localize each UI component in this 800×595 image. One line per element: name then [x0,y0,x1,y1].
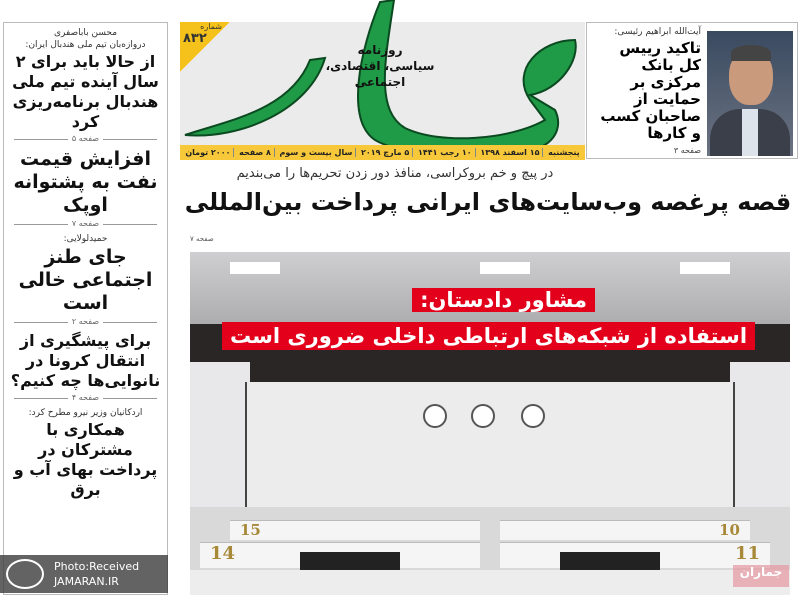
main-photo [190,252,790,595]
date-bar [180,145,585,160]
desk-number: 11 [500,542,770,568]
story-kicker: حمیدلولایی: [63,234,108,244]
masthead [180,22,585,160]
page-ref: صفحه ۴ [14,393,157,403]
weekday: پنجشنبه [548,148,580,157]
issue-number-badge [180,22,230,72]
left-column [3,22,168,595]
wall [245,382,735,512]
story-headline[interactable]: افزایش قیمت نفت به پشتوانه اوپک [13,148,158,216]
photo-banner-headline: استفاده از شبکه‌های ارتباطی داخلی ضروری است [222,322,755,350]
story-headline[interactable]: تاکید رییس کل بانک مرکزی بر حمایت از صاحبان کسب و کارها [600,39,701,142]
tagline-topics: سیاسی، اقتصادی، اجتماعی [325,59,435,89]
corner-watermark: جماران [733,565,789,587]
featured-story-box[interactable] [586,22,798,159]
photo-banner-kicker: مشاور دادستان: [412,288,595,312]
page-ref: صفحه ۵ [14,134,157,144]
credit-source: JAMARAN.IR [54,575,119,588]
clock-icon [471,404,495,428]
story-headline[interactable]: از حالا باید برای ۲ سال آینده تیم ملی هندبال برنامه‌ریزی کرد [12,52,159,131]
date-solar: ۱۵ اسفند ۱۳۹۸ [480,148,543,157]
story-headline[interactable]: برای پیشگیری از انتقال کرونا در نانوایی‌ها چه کنیم؟ [10,331,161,390]
credit-line: Photo:Received [54,560,140,573]
story-kicker: اردکانیان وزیر نیرو مطرح کرد: [28,408,143,418]
story-headline[interactable]: همکاری با مشترکان در پرداخت بهای آب و برق [13,420,158,499]
desk-number: 15 [230,520,480,540]
story-headline[interactable]: جای طنز اجتماعی خالی است [18,246,153,314]
issue-label: شماره [200,22,222,31]
jamaran-logo-icon [6,559,44,589]
date-gregorian: ۵ مارچ ۲۰۱۹ [361,148,413,157]
volume-year: سال بیست و سوم [280,148,357,157]
page-ref: صفحه ۳ [673,146,701,155]
story-kicker: آیت‌الله ابراهیم رئیسی: [614,27,701,37]
main-headline[interactable]: قصه پرغصه وب‌سایت‌های ایرانی پرداخت بین‌المللی [184,188,792,216]
page-count: ۸ صفحه [239,148,275,157]
issue-number: ۸۳۲ [183,31,207,46]
tagline [310,42,450,90]
story-kicker: محسن باباصفری دروازه‌بان تیم ملی هندبال ایران: [25,28,146,50]
desk-number: 14 [200,542,480,568]
page-ref: صفحه ۷ [190,235,214,243]
desk-number: 10 [500,520,750,540]
page-ref: صفحه ۷ [14,219,157,229]
tagline-type: روزنامه [357,43,403,57]
page-ref: صفحه ۲ [14,317,157,327]
main-subheadline: در پیچ و خم بروکراسی، منافذ دور زدن تحریم‌ها را می‌بندیم [236,166,554,181]
clock-icon [423,404,447,428]
date-lunar: ۱۰ رجب ۱۴۴۱ [418,148,476,157]
portrait-photo [707,31,793,156]
clock-icon [521,404,545,428]
price: ۲۰۰۰ تومان [185,148,234,157]
